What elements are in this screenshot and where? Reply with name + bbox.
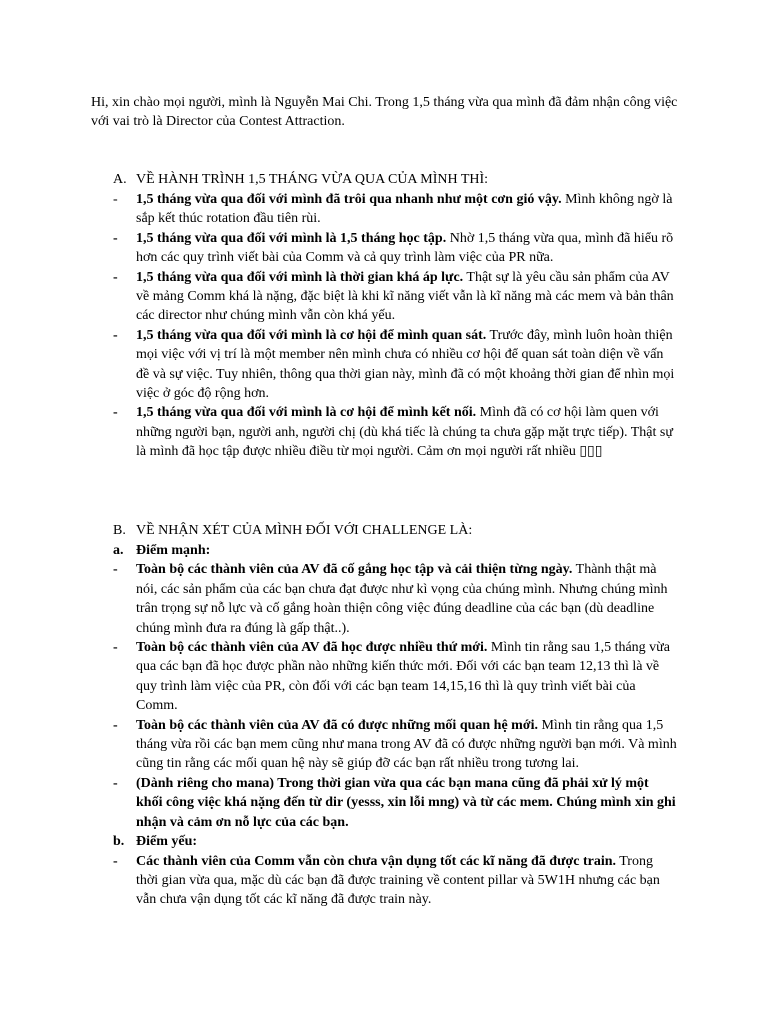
weaknesses-heading bbox=[113, 832, 678, 851]
bullet-dash: - bbox=[113, 640, 118, 656]
bullet-text: Trước đây, mình luôn hoàn thiện mọi việc với vị trí là một member nên mình chưa có nhiều cơ hội để quan sát toàn diện về vấn đề và sự việc. Tuy nhiên, thông qua thời gian này, mình đã có một khoảng thời gian để nhìn mọi việc ở góc độ rộng hơn. bbox=[136, 327, 675, 402]
bullet-dash: - bbox=[113, 853, 118, 869]
section-b-title: VỀ NHẬN XÉT CỦA MÌNH ĐỐI VỚI CHALLENGE LÀ: bbox=[136, 523, 473, 538]
bullet-text: Trong thời gian vừa qua, mặc dù các bạn đã được training về content pillar và 5W1H nhưng các bạn vẫn chưa vận dụng tốt các kĩ năng đã được train này. bbox=[136, 853, 660, 908]
bullet-text: Mình tin rằng qua 1,5 tháng vừa rồi các bạn mem cũng như mana trong AV đã có được những người bạn mới. Và mình cũng tin rằng các mối quan hệ này sẽ giúp đỡ các bạn rất nhiều trong tương lai. bbox=[136, 717, 677, 772]
bullet-dash: - bbox=[113, 192, 118, 207]
bullet-lead: Toàn bộ các thành viên của AV đã học được nhiều thứ mới. bbox=[136, 640, 488, 656]
bullet-lead: Toàn bộ các thành viên của AV đã cố gắng học tập và cải thiện từng ngày. bbox=[136, 562, 573, 578]
list-item bbox=[113, 229, 678, 268]
list-item bbox=[113, 716, 678, 774]
section-b-heading bbox=[113, 521, 472, 540]
bullet-lead: 1,5 tháng vừa qua đối với mình là cơ hội để mình quan sát. bbox=[136, 327, 487, 343]
bullet-lead: 1,5 tháng vừa qua đối với mình đã trôi qua nhanh như một cơn gió vậy. bbox=[136, 192, 562, 207]
strengths-marker: a. bbox=[113, 543, 124, 558]
bullet-dash: - bbox=[113, 775, 118, 791]
section-a-list bbox=[113, 190, 678, 462]
bullet-lead: (Dành riêng cho mana) Trong thời gian vừa qua các bạn mana cũng đã phải xử lý một khối công việc khá nặng đến từ dir (yesss, xin lỗi mng) và từ các mem. Chúng mình xin ghi nhận và cảm ơn nỗ lực của các bạn. bbox=[136, 775, 676, 830]
list-item bbox=[113, 852, 678, 910]
bullet-dash: - bbox=[113, 405, 118, 421]
section-a-title: VỀ HÀNH TRÌNH 1,5 THÁNG VỪA QUA CỦA MÌNH THÌ: bbox=[136, 172, 489, 187]
strengths-heading bbox=[113, 541, 678, 560]
list-item bbox=[113, 638, 678, 716]
list-item bbox=[113, 403, 678, 461]
bullet-dash: - bbox=[113, 562, 118, 578]
bullet-lead: Các thành viên của Comm vẫn còn chưa vận dụng tốt các kĩ năng đã được train. bbox=[136, 853, 616, 869]
list-item bbox=[113, 190, 678, 229]
bullet-lead: 1,5 tháng vừa qua đối với mình là thời gian khá áp lực. bbox=[136, 269, 464, 285]
section-a-marker: A. bbox=[113, 172, 127, 187]
bullet-lead: 1,5 tháng vừa qua đối với mình là 1,5 tháng học tập. bbox=[136, 230, 447, 246]
bullet-lead: 1,5 tháng vừa qua đối với mình là cơ hội để mình kết nối. bbox=[136, 405, 477, 421]
intro-paragraph: Hi, xin chào mọi người, mình là Nguyễn Mai Chi. Trong 1,5 tháng vừa qua mình đã đảm nhận công việc với vai trò là Director của Contest Attraction. bbox=[91, 95, 678, 130]
bullet-dash: - bbox=[113, 717, 118, 733]
bullet-text: Mình đã có cơ hội làm quen với những người bạn, người anh, người chị (dù khá tiếc là chúng ta chưa gặp mặt trực tiếp). Thật sự là mình đã học tập được nhiều điều từ mọi người. Cảm ơn mọi người rất nhiều ▯▯▯ bbox=[136, 405, 673, 460]
bullet-dash: - bbox=[113, 327, 118, 343]
list-item bbox=[113, 560, 678, 638]
weaknesses-title: Điểm yếu: bbox=[136, 834, 198, 850]
bullet-dash: - bbox=[113, 269, 118, 285]
strengths-title: Điểm mạnh: bbox=[136, 543, 211, 558]
bullet-dash: - bbox=[113, 230, 118, 246]
section-b-list bbox=[113, 541, 678, 910]
bullet-lead: Toàn bộ các thành viên của AV đã có được những mối quan hệ mới. bbox=[136, 717, 538, 733]
bullet-text: Thành thật mà nói, các sản phẩm của các bạn chưa đạt được như kì vọng của chúng mình. Nhưng chúng mình trân trọng sự nỗ lực và cố gắng hoàn thiện công việc đúng deadline của các bạn (dù deadline chúng mình đưa ra đúng là gấp thật..). bbox=[136, 562, 668, 636]
section-a-heading bbox=[113, 170, 488, 189]
list-item bbox=[113, 268, 678, 326]
bullet-text: Mình không ngờ là sắp kết thúc rotation đầu tiên rùi. bbox=[136, 192, 673, 227]
list-item bbox=[113, 774, 678, 832]
bullet-text: Mình tin rằng sau 1,5 tháng vừa qua các bạn đã học được phần nào những kiến thức mới. Đối với các bạn team 12,13 thì là về quy trình làm việc của PR, còn đối với các bạn team 14,15,16 thì là quy trình viết bài của Comm. bbox=[136, 640, 670, 714]
section-b-marker: B. bbox=[113, 523, 126, 538]
list-item bbox=[113, 326, 678, 404]
bullet-text: Nhờ 1,5 tháng vừa qua, mình đã hiểu rõ hơn các quy trình viết bài của Comm và cả quy trình làm việc của PR nữa. bbox=[136, 230, 674, 266]
weaknesses-marker: b. bbox=[113, 834, 125, 850]
bullet-text: Thật sự là yêu cầu sản phẩm của AV về mảng Comm khá là nặng, đặc biệt là khi kĩ năng viết vẫn là kĩ năng mà các mem và bản thân các director như chúng mình vẫn còn khá yếu. bbox=[136, 269, 674, 324]
